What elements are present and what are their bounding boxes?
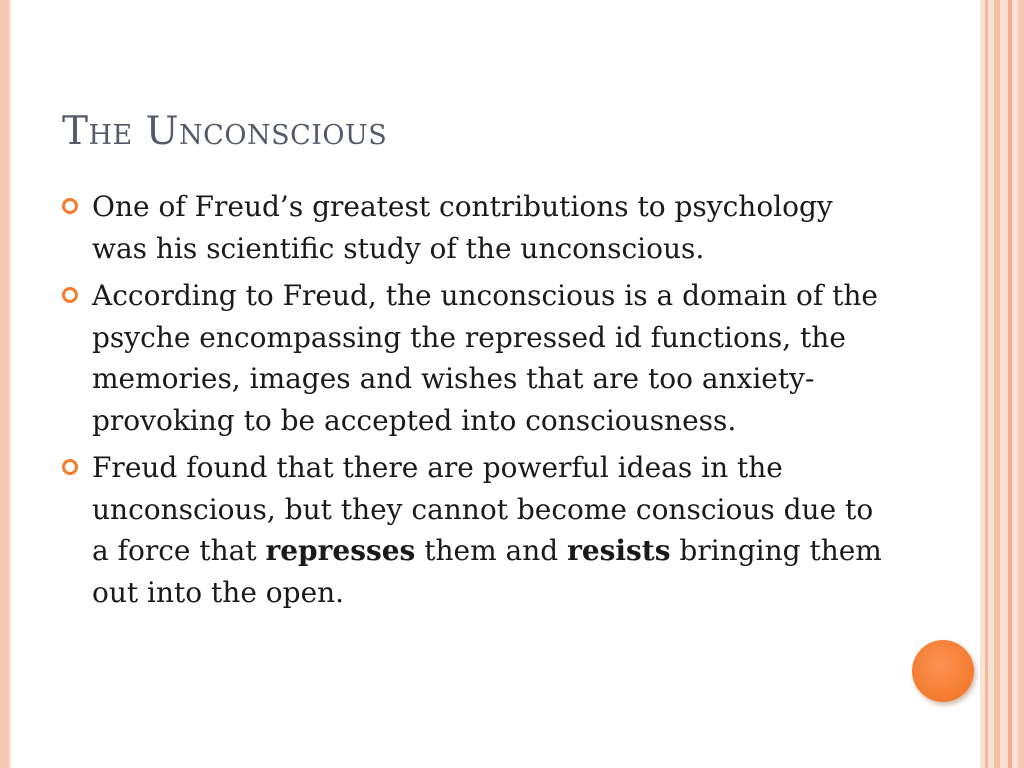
- hollow-circle-bullet-icon: [62, 198, 78, 214]
- bullet-item: [62, 447, 892, 613]
- orange-circle-icon: [912, 640, 974, 702]
- bullet-bold-text: represses: [265, 534, 416, 567]
- right-decorative-line: [985, 0, 988, 768]
- bullet-item: [62, 275, 892, 441]
- slide-title: The Unconscious: [62, 109, 388, 154]
- left-decorative-stripe-inner: [9, 0, 11, 768]
- right-decorative-band: [980, 0, 1024, 768]
- right-decorative-line: [1008, 0, 1012, 768]
- bullet-bold-text: resists: [567, 534, 671, 567]
- bullet-text: bringing them out into the open.: [92, 534, 882, 609]
- bullet-item: [62, 186, 892, 269]
- bullet-list: [62, 186, 892, 619]
- right-decorative-line: [994, 0, 1000, 768]
- hollow-circle-bullet-icon: [62, 459, 78, 475]
- bullet-text: Freud found that there are powerful ideas in the unconscious, but they cannot become conscious due to a force that: [92, 451, 874, 567]
- bullet-text: One of Freud’s greatest contributions to psychology was his scientific study of the unconscious.: [92, 190, 833, 265]
- bullet-text: According to Freud, the unconscious is a domain of the psyche encompassing the repressed id functions, the memories, images and wishes that are too anxiety-provoking to be accepted into consciousness.: [92, 279, 878, 437]
- right-decorative-line: [1018, 0, 1024, 768]
- bullet-text: them and: [415, 534, 568, 567]
- hollow-circle-bullet-icon: [62, 287, 78, 303]
- left-decorative-stripe: [0, 0, 9, 768]
